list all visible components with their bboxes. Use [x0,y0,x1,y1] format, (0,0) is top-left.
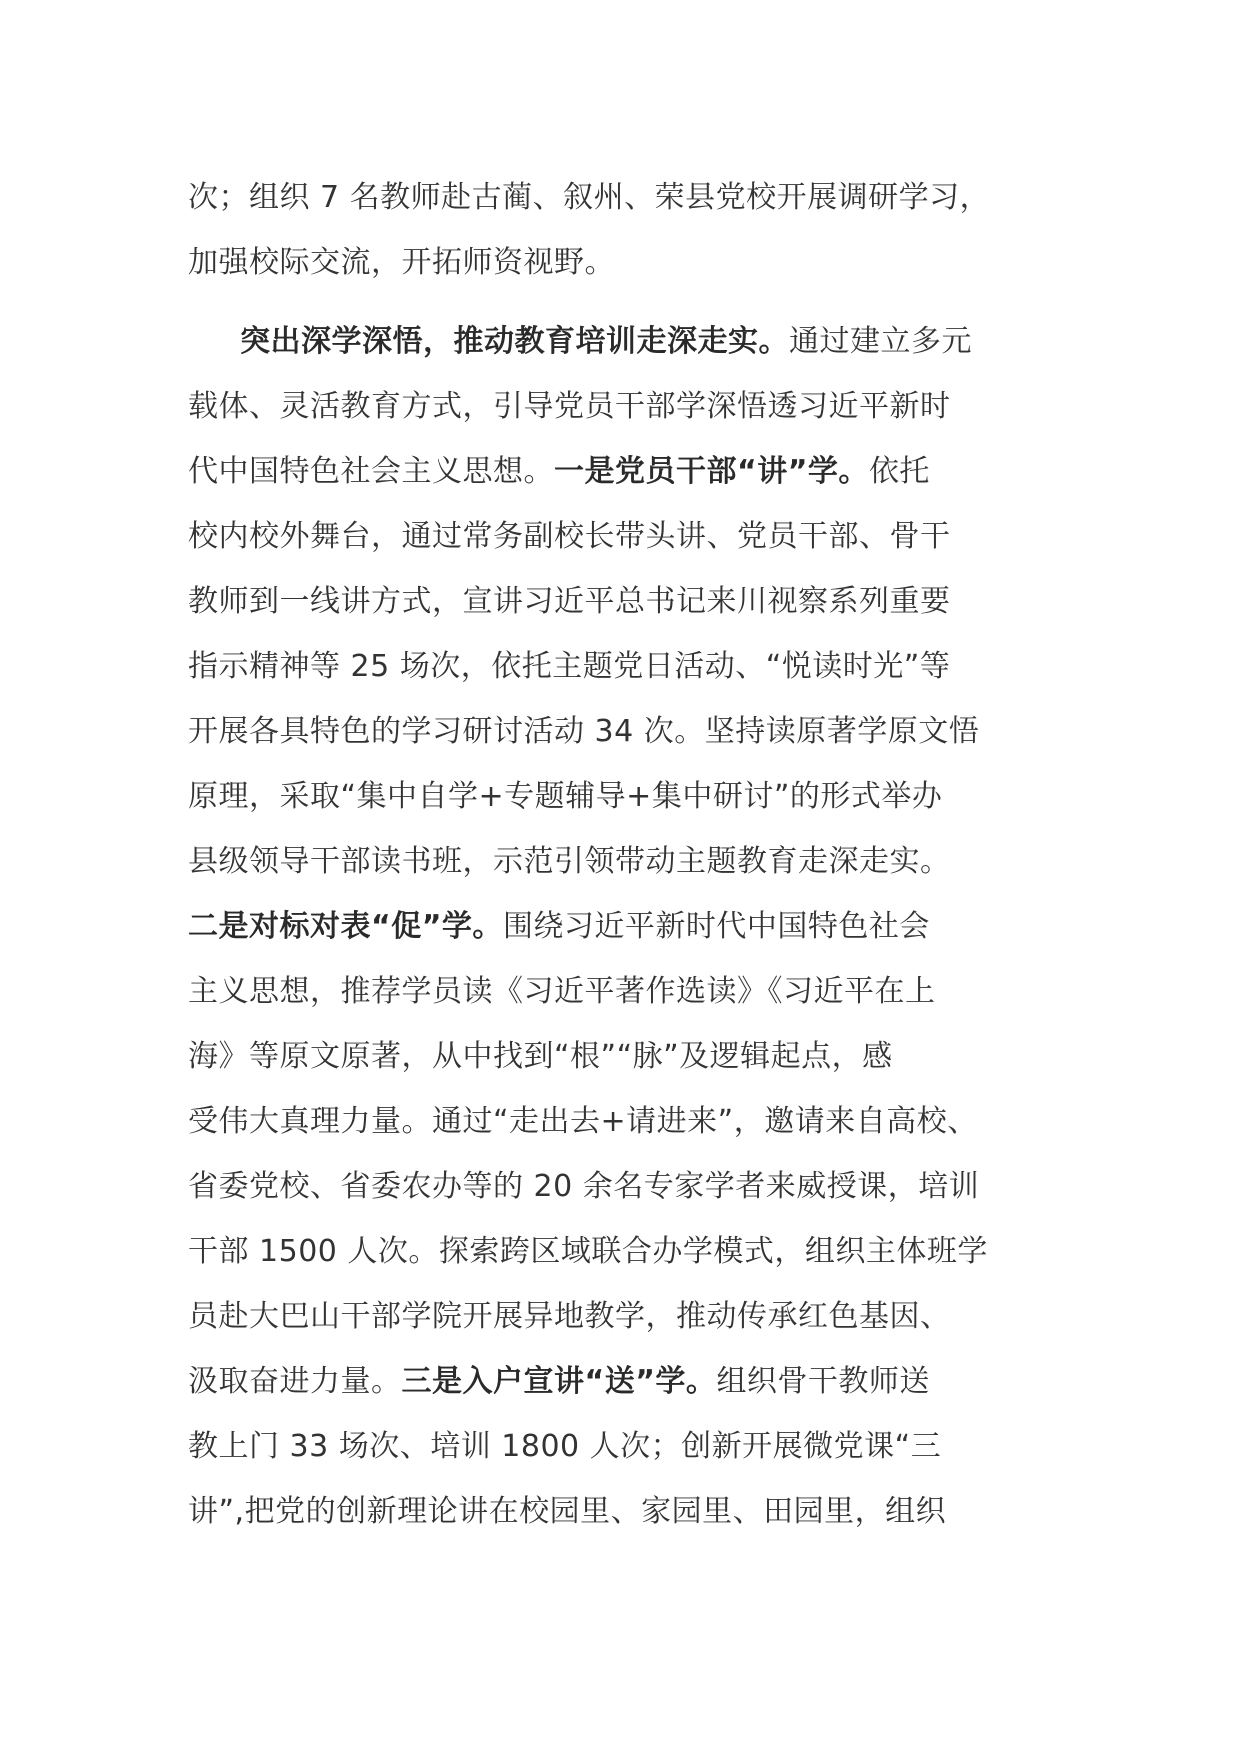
text-line: 受伟大真理力量。通过“走出去+请进来”，邀请来自高校、 [188,1104,978,1139]
text-line: 载体、灵活教育方式，引导党员干部学深悟透习近平新时 [188,389,951,424]
text-line: 干部 1500 人次。探索跨区域联合办学模式，组织主体班学 [188,1234,988,1269]
paragraph-2 [188,309,1088,1544]
text-line: 海》等原文原著，从中找到“根”“脉”及逻辑起点，感 [188,1039,893,1074]
text-span: 通过建立多元 [789,324,972,359]
text-line: 开展各具特色的学习研讨活动 34 次。坚持读原著学原文悟 [188,714,980,749]
text-line [188,439,1088,504]
text-line [188,1349,1088,1414]
text-line: 加强校际交流，开拓师资视野。 [188,245,615,280]
point-heading-3: 三是入户宣讲“送”学。 [401,1364,717,1399]
text-line: 校内校外舞台，通过常务副校长带头讲、党员干部、骨干 [188,519,951,554]
text-line: 省委党校、省委农办等的 20 余名专家学者来威授课，培训 [188,1169,980,1204]
text-line: 原理，采取“集中自学+专题辅导+集中研讨”的形式举办 [188,779,943,814]
text-line: 讲”,把党的创新理论讲在校园里、家园里、田园里，组织 [188,1494,947,1529]
text-line: 教上门 33 场次、培训 1800 人次；创新开展微党课“三 [188,1429,942,1464]
text-span: 依托 [868,454,930,489]
text-line: 教师到一线讲方式，宣讲习近平总书记来川视察系列重要 [188,584,951,619]
text-line: 主义思想，推荐学员读《习近平著作选读》《习近平在上 [188,974,936,1009]
text-line [188,309,1088,374]
text-line: 次；组织 7 名教师赴古蔺、叙州、荣县党校开展调研学习， [188,180,991,215]
text-span: 汲取奋进力量。 [188,1364,402,1399]
text-line: 指示精神等 25 场次，依托主题党日活动、“悦读时光”等 [188,649,951,684]
text-line: 员赴大巴山干部学院开展异地教学，推动传承红色基因、 [188,1299,951,1334]
section-heading: 突出深学深悟，推动教育培训走深走实。 [240,324,789,359]
text-span: 围绕习近平新时代中国特色社会 [502,909,930,944]
text-span: 代中国特色社会主义思想。 [188,454,554,489]
text-span: 组织骨干教师送 [716,1364,930,1399]
point-heading-1: 一是党员干部“讲”学。 [554,454,869,489]
text-line [188,894,1088,959]
paragraph-1 [188,165,1088,295]
point-heading-2: 二是对标对表“促”学。 [188,909,503,944]
text-line: 县级领导干部读书班，示范引领带动主题教育走深走实。 [188,844,951,879]
